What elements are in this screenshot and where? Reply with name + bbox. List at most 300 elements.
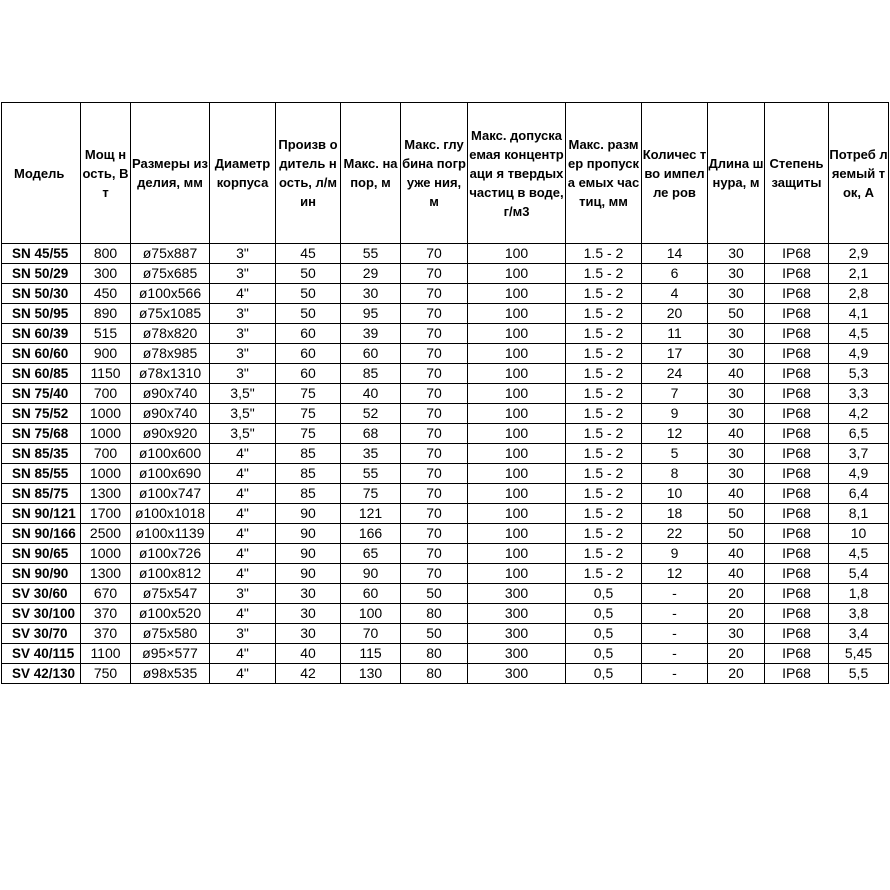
cell-cord-length: 30 — [708, 244, 765, 264]
cell-current: 4,5 — [829, 544, 889, 564]
column-header-impeller-count: Количес тво импелле ров — [642, 103, 708, 244]
column-header-protection-class: Степень защиты — [765, 103, 829, 244]
cell-body-diameter: 3" — [210, 624, 276, 644]
cell-max-depth: 70 — [401, 384, 468, 404]
cell-body-diameter: 4" — [210, 444, 276, 464]
cell-cord-length: 20 — [708, 664, 765, 684]
cell-max-depth: 70 — [401, 504, 468, 524]
column-header-current: Потреб ляемый ток, А — [829, 103, 889, 244]
cell-max-depth: 70 — [401, 324, 468, 344]
cell-body-diameter: 3" — [210, 304, 276, 324]
cell-capacity: 60 — [276, 364, 341, 384]
cell-capacity: 50 — [276, 284, 341, 304]
cell-body-diameter: 4" — [210, 664, 276, 684]
cell-current: 2,8 — [829, 284, 889, 304]
cell-max-head: 75 — [341, 484, 401, 504]
cell-protection-class: IP68 — [765, 464, 829, 484]
cell-model: SN 90/166 — [2, 524, 81, 544]
cell-cord-length: 30 — [708, 264, 765, 284]
cell-model: SN 60/39 — [2, 324, 81, 344]
cell-max-particle-size: 1.5 - 2 — [566, 264, 642, 284]
cell-model: SN 90/65 — [2, 544, 81, 564]
cell-body-diameter: 3" — [210, 584, 276, 604]
cell-max-head: 55 — [341, 464, 401, 484]
cell-protection-class: IP68 — [765, 284, 829, 304]
cell-current: 4,2 — [829, 404, 889, 424]
cell-max-head: 35 — [341, 444, 401, 464]
cell-dimensions: ø100x726 — [131, 544, 210, 564]
cell-cord-length: 40 — [708, 364, 765, 384]
cell-impeller-count: 24 — [642, 364, 708, 384]
cell-model: SV 30/70 — [2, 624, 81, 644]
cell-protection-class: IP68 — [765, 244, 829, 264]
cell-capacity: 90 — [276, 564, 341, 584]
cell-max-particle-size: 1.5 - 2 — [566, 544, 642, 564]
spec-sheet — [1, 102, 889, 684]
cell-impeller-count: 7 — [642, 384, 708, 404]
cell-capacity: 85 — [276, 484, 341, 504]
cell-power: 1000 — [81, 424, 131, 444]
cell-impeller-count: - — [642, 644, 708, 664]
cell-power: 750 — [81, 664, 131, 684]
cell-max-head: 39 — [341, 324, 401, 344]
cell-dimensions: ø100x566 — [131, 284, 210, 304]
cell-max-depth: 70 — [401, 444, 468, 464]
cell-model: SN 85/35 — [2, 444, 81, 464]
cell-max-solids-concentration: 300 — [468, 624, 566, 644]
table-row — [2, 244, 889, 264]
cell-max-particle-size: 0,5 — [566, 644, 642, 664]
column-header-max-solids-concentration: Макс. допускаемая концентраци я твердых частиц в воде, г/м3 — [468, 103, 566, 244]
cell-model: SN 60/85 — [2, 364, 81, 384]
column-header-max-head: Макс. напор, м — [341, 103, 401, 244]
column-header-max-particle-size: Макс. размер пропуска емых частиц, мм — [566, 103, 642, 244]
cell-max-solids-concentration: 100 — [468, 324, 566, 344]
table-row — [2, 544, 889, 564]
cell-dimensions: ø100x812 — [131, 564, 210, 584]
cell-max-particle-size: 1.5 - 2 — [566, 484, 642, 504]
cell-cord-length: 30 — [708, 404, 765, 424]
cell-current: 6,5 — [829, 424, 889, 444]
cell-protection-class: IP68 — [765, 664, 829, 684]
cell-body-diameter: 4" — [210, 484, 276, 504]
cell-impeller-count: 4 — [642, 284, 708, 304]
cell-capacity: 85 — [276, 464, 341, 484]
cell-impeller-count: 8 — [642, 464, 708, 484]
cell-max-solids-concentration: 100 — [468, 464, 566, 484]
table-body — [2, 244, 889, 684]
cell-max-particle-size: 1.5 - 2 — [566, 284, 642, 304]
cell-dimensions: ø90x740 — [131, 384, 210, 404]
cell-max-particle-size: 1.5 - 2 — [566, 344, 642, 364]
cell-model: SN 50/29 — [2, 264, 81, 284]
cell-dimensions: ø78x1310 — [131, 364, 210, 384]
cell-capacity: 50 — [276, 304, 341, 324]
cell-current: 4,1 — [829, 304, 889, 324]
cell-power: 370 — [81, 604, 131, 624]
cell-protection-class: IP68 — [765, 564, 829, 584]
cell-current: 3,7 — [829, 444, 889, 464]
cell-max-depth: 70 — [401, 464, 468, 484]
cell-max-head: 30 — [341, 284, 401, 304]
cell-protection-class: IP68 — [765, 344, 829, 364]
cell-capacity: 90 — [276, 504, 341, 524]
cell-body-diameter: 3,5" — [210, 424, 276, 444]
cell-cord-length: 30 — [708, 344, 765, 364]
table-header — [2, 103, 889, 244]
cell-current: 3,3 — [829, 384, 889, 404]
cell-model: SV 40/115 — [2, 644, 81, 664]
cell-power: 890 — [81, 304, 131, 324]
cell-capacity: 90 — [276, 524, 341, 544]
column-header-power: Мощ ность, Вт — [81, 103, 131, 244]
cell-max-solids-concentration: 100 — [468, 424, 566, 444]
cell-max-particle-size: 1.5 - 2 — [566, 324, 642, 344]
cell-current: 5,5 — [829, 664, 889, 684]
cell-protection-class: IP68 — [765, 504, 829, 524]
cell-capacity: 30 — [276, 584, 341, 604]
cell-capacity: 30 — [276, 604, 341, 624]
column-header-model: Модель — [2, 103, 81, 244]
cell-max-solids-concentration: 100 — [468, 444, 566, 464]
cell-power: 300 — [81, 264, 131, 284]
cell-cord-length: 20 — [708, 584, 765, 604]
cell-power: 800 — [81, 244, 131, 264]
cell-current: 2,1 — [829, 264, 889, 284]
cell-current: 5,45 — [829, 644, 889, 664]
cell-dimensions: ø100x1018 — [131, 504, 210, 524]
cell-impeller-count: 22 — [642, 524, 708, 544]
cell-dimensions: ø98x535 — [131, 664, 210, 684]
cell-impeller-count: 14 — [642, 244, 708, 264]
cell-protection-class: IP68 — [765, 644, 829, 664]
cell-cord-length: 40 — [708, 544, 765, 564]
cell-power: 2500 — [81, 524, 131, 544]
cell-max-particle-size: 1.5 - 2 — [566, 364, 642, 384]
cell-model: SN 50/95 — [2, 304, 81, 324]
cell-impeller-count: - — [642, 664, 708, 684]
table-row — [2, 524, 889, 544]
cell-current: 6,4 — [829, 484, 889, 504]
cell-max-solids-concentration: 100 — [468, 504, 566, 524]
cell-body-diameter: 4" — [210, 644, 276, 664]
cell-max-depth: 70 — [401, 364, 468, 384]
cell-impeller-count: 5 — [642, 444, 708, 464]
cell-max-particle-size: 1.5 - 2 — [566, 464, 642, 484]
cell-max-particle-size: 1.5 - 2 — [566, 524, 642, 544]
cell-cord-length: 30 — [708, 324, 765, 344]
table-row — [2, 564, 889, 584]
cell-max-head: 85 — [341, 364, 401, 384]
cell-max-particle-size: 0,5 — [566, 604, 642, 624]
cell-power: 1300 — [81, 484, 131, 504]
table-row — [2, 484, 889, 504]
cell-protection-class: IP68 — [765, 604, 829, 624]
cell-power: 370 — [81, 624, 131, 644]
cell-power: 700 — [81, 444, 131, 464]
cell-cord-length: 50 — [708, 304, 765, 324]
cell-max-solids-concentration: 300 — [468, 604, 566, 624]
cell-max-depth: 70 — [401, 244, 468, 264]
table-row — [2, 504, 889, 524]
cell-capacity: 90 — [276, 544, 341, 564]
cell-protection-class: IP68 — [765, 424, 829, 444]
cell-capacity: 85 — [276, 444, 341, 464]
cell-capacity: 60 — [276, 344, 341, 364]
cell-dimensions: ø75x685 — [131, 264, 210, 284]
cell-power: 1000 — [81, 544, 131, 564]
cell-max-head: 60 — [341, 344, 401, 364]
cell-dimensions: ø100x690 — [131, 464, 210, 484]
cell-impeller-count: 20 — [642, 304, 708, 324]
cell-protection-class: IP68 — [765, 324, 829, 344]
cell-protection-class: IP68 — [765, 484, 829, 504]
cell-current: 5,3 — [829, 364, 889, 384]
cell-model: SV 30/100 — [2, 604, 81, 624]
cell-capacity: 42 — [276, 664, 341, 684]
cell-max-head: 95 — [341, 304, 401, 324]
cell-max-head: 40 — [341, 384, 401, 404]
cell-current: 3,8 — [829, 604, 889, 624]
cell-protection-class: IP68 — [765, 444, 829, 464]
cell-current: 4,9 — [829, 344, 889, 364]
cell-impeller-count: 9 — [642, 544, 708, 564]
cell-max-solids-concentration: 100 — [468, 284, 566, 304]
cell-power: 1100 — [81, 644, 131, 664]
cell-body-diameter: 4" — [210, 504, 276, 524]
cell-max-solids-concentration: 100 — [468, 244, 566, 264]
cell-current: 3,4 — [829, 624, 889, 644]
cell-power: 515 — [81, 324, 131, 344]
column-header-dimensions: Размеры изделия, мм — [131, 103, 210, 244]
table-row — [2, 644, 889, 664]
column-header-max-depth: Макс. глубина погруже ния, м — [401, 103, 468, 244]
cell-protection-class: IP68 — [765, 304, 829, 324]
cell-dimensions: ø75x887 — [131, 244, 210, 264]
cell-max-head: 55 — [341, 244, 401, 264]
cell-cord-length: 30 — [708, 284, 765, 304]
cell-max-head: 70 — [341, 624, 401, 644]
cell-max-particle-size: 1.5 - 2 — [566, 384, 642, 404]
cell-cord-length: 30 — [708, 444, 765, 464]
cell-cord-length: 40 — [708, 484, 765, 504]
column-header-body-diameter: Диаметр корпуса — [210, 103, 276, 244]
table-row — [2, 404, 889, 424]
cell-body-diameter: 3" — [210, 364, 276, 384]
table-row — [2, 324, 889, 344]
cell-max-particle-size: 0,5 — [566, 624, 642, 644]
cell-protection-class: IP68 — [765, 584, 829, 604]
cell-max-head: 115 — [341, 644, 401, 664]
cell-max-depth: 70 — [401, 484, 468, 504]
cell-max-particle-size: 1.5 - 2 — [566, 444, 642, 464]
cell-impeller-count: 12 — [642, 564, 708, 584]
cell-impeller-count: - — [642, 624, 708, 644]
cell-current: 1,8 — [829, 584, 889, 604]
cell-max-depth: 70 — [401, 524, 468, 544]
cell-dimensions: ø78x985 — [131, 344, 210, 364]
cell-cord-length: 30 — [708, 624, 765, 644]
cell-max-solids-concentration: 100 — [468, 384, 566, 404]
cell-max-head: 100 — [341, 604, 401, 624]
cell-model: SN 75/68 — [2, 424, 81, 444]
cell-model: SN 90/90 — [2, 564, 81, 584]
cell-cord-length: 20 — [708, 604, 765, 624]
cell-max-particle-size: 1.5 - 2 — [566, 304, 642, 324]
cell-cord-length: 40 — [708, 424, 765, 444]
cell-current: 4,9 — [829, 464, 889, 484]
cell-power: 1000 — [81, 464, 131, 484]
cell-max-head: 166 — [341, 524, 401, 544]
cell-max-depth: 70 — [401, 344, 468, 364]
cell-max-depth: 50 — [401, 584, 468, 604]
cell-dimensions: ø90x740 — [131, 404, 210, 424]
table-row — [2, 384, 889, 404]
table-row — [2, 364, 889, 384]
column-header-capacity: Произв одитель ность, л/мин — [276, 103, 341, 244]
table-row — [2, 604, 889, 624]
cell-model: SN 75/40 — [2, 384, 81, 404]
cell-impeller-count: 6 — [642, 264, 708, 284]
cell-protection-class: IP68 — [765, 264, 829, 284]
table-row — [2, 284, 889, 304]
cell-max-depth: 70 — [401, 284, 468, 304]
cell-power: 1000 — [81, 404, 131, 424]
cell-capacity: 75 — [276, 424, 341, 444]
cell-power: 900 — [81, 344, 131, 364]
cell-impeller-count: 11 — [642, 324, 708, 344]
table-row — [2, 664, 889, 684]
cell-body-diameter: 4" — [210, 284, 276, 304]
cell-max-head: 60 — [341, 584, 401, 604]
cell-model: SN 50/30 — [2, 284, 81, 304]
cell-max-solids-concentration: 300 — [468, 584, 566, 604]
cell-max-solids-concentration: 100 — [468, 304, 566, 324]
cell-max-particle-size: 1.5 - 2 — [566, 424, 642, 444]
cell-dimensions: ø75x1085 — [131, 304, 210, 324]
cell-protection-class: IP68 — [765, 384, 829, 404]
cell-max-head: 29 — [341, 264, 401, 284]
cell-cord-length: 30 — [708, 464, 765, 484]
cell-impeller-count: 10 — [642, 484, 708, 504]
cell-dimensions: ø75x547 — [131, 584, 210, 604]
cell-max-solids-concentration: 100 — [468, 344, 566, 364]
cell-capacity: 75 — [276, 384, 341, 404]
cell-max-solids-concentration: 300 — [468, 664, 566, 684]
cell-cord-length: 20 — [708, 644, 765, 664]
cell-current: 8,1 — [829, 504, 889, 524]
cell-dimensions: ø75x580 — [131, 624, 210, 644]
cell-current: 4,5 — [829, 324, 889, 344]
cell-power: 1300 — [81, 564, 131, 584]
cell-dimensions: ø100x747 — [131, 484, 210, 504]
cell-dimensions: ø100x520 — [131, 604, 210, 624]
cell-max-head: 52 — [341, 404, 401, 424]
cell-dimensions: ø100x600 — [131, 444, 210, 464]
table-row — [2, 304, 889, 324]
table-row — [2, 264, 889, 284]
cell-model: SN 75/52 — [2, 404, 81, 424]
cell-max-solids-concentration: 300 — [468, 644, 566, 664]
cell-model: SV 42/130 — [2, 664, 81, 684]
cell-body-diameter: 3" — [210, 324, 276, 344]
cell-max-depth: 80 — [401, 604, 468, 624]
cell-body-diameter: 4" — [210, 604, 276, 624]
cell-max-solids-concentration: 100 — [468, 484, 566, 504]
cell-cord-length: 30 — [708, 384, 765, 404]
cell-max-solids-concentration: 100 — [468, 264, 566, 284]
cell-max-particle-size: 1.5 - 2 — [566, 504, 642, 524]
cell-protection-class: IP68 — [765, 624, 829, 644]
cell-max-particle-size: 1.5 - 2 — [566, 244, 642, 264]
cell-dimensions: ø95×577 — [131, 644, 210, 664]
cell-capacity: 50 — [276, 264, 341, 284]
cell-max-particle-size: 0,5 — [566, 664, 642, 684]
cell-model: SN 85/75 — [2, 484, 81, 504]
cell-max-particle-size: 0,5 — [566, 584, 642, 604]
cell-max-solids-concentration: 100 — [468, 524, 566, 544]
cell-max-depth: 80 — [401, 664, 468, 684]
cell-max-depth: 70 — [401, 544, 468, 564]
cell-max-head: 90 — [341, 564, 401, 584]
cell-dimensions: ø100x1139 — [131, 524, 210, 544]
cell-max-head: 121 — [341, 504, 401, 524]
header-row — [2, 103, 889, 244]
cell-impeller-count: - — [642, 604, 708, 624]
cell-capacity: 45 — [276, 244, 341, 264]
cell-impeller-count: 12 — [642, 424, 708, 444]
cell-body-diameter: 3,5" — [210, 404, 276, 424]
cell-body-diameter: 4" — [210, 544, 276, 564]
cell-max-solids-concentration: 100 — [468, 364, 566, 384]
cell-model: SN 60/60 — [2, 344, 81, 364]
cell-impeller-count: - — [642, 584, 708, 604]
cell-impeller-count: 18 — [642, 504, 708, 524]
cell-model: SN 85/55 — [2, 464, 81, 484]
cell-impeller-count: 9 — [642, 404, 708, 424]
cell-max-depth: 70 — [401, 304, 468, 324]
cell-max-solids-concentration: 100 — [468, 404, 566, 424]
cell-body-diameter: 4" — [210, 524, 276, 544]
cell-protection-class: IP68 — [765, 364, 829, 384]
cell-protection-class: IP68 — [765, 404, 829, 424]
cell-max-head: 68 — [341, 424, 401, 444]
cell-power: 1150 — [81, 364, 131, 384]
table-row — [2, 444, 889, 464]
cell-protection-class: IP68 — [765, 524, 829, 544]
table-row — [2, 424, 889, 444]
cell-current: 10 — [829, 524, 889, 544]
cell-max-head: 65 — [341, 544, 401, 564]
column-header-cord-length: Длина шнура, м — [708, 103, 765, 244]
cell-body-diameter: 4" — [210, 464, 276, 484]
table-row — [2, 344, 889, 364]
cell-max-depth: 70 — [401, 264, 468, 284]
cell-max-depth: 50 — [401, 624, 468, 644]
cell-power: 670 — [81, 584, 131, 604]
cell-cord-length: 40 — [708, 564, 765, 584]
cell-impeller-count: 17 — [642, 344, 708, 364]
cell-model: SV 30/60 — [2, 584, 81, 604]
cell-power: 1700 — [81, 504, 131, 524]
cell-max-depth: 70 — [401, 404, 468, 424]
cell-cord-length: 50 — [708, 504, 765, 524]
cell-capacity: 40 — [276, 644, 341, 664]
cell-body-diameter: 3" — [210, 244, 276, 264]
cell-body-diameter: 4" — [210, 564, 276, 584]
cell-max-particle-size: 1.5 - 2 — [566, 564, 642, 584]
cell-power: 700 — [81, 384, 131, 404]
